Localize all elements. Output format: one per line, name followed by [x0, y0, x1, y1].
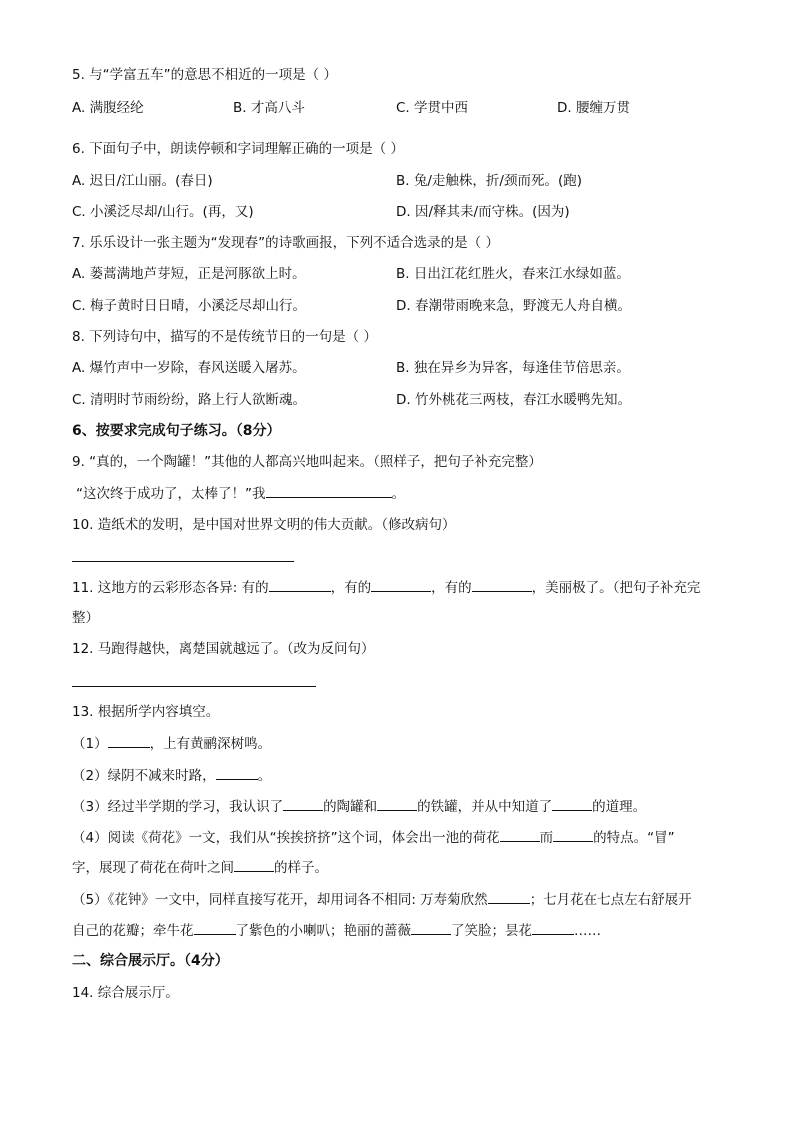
q9-answer-prefix: “这次终于成功了，太棒了！”我	[76, 486, 266, 502]
q13-sub-2-text-a: （2）绿阴不减来时路，	[72, 768, 216, 784]
q13-sub-3-text-a: （3）经过半学期的学习，我认识了	[72, 799, 284, 815]
q13-sub-3-text-b: 的陶罐和	[323, 799, 378, 815]
q13-sub-1-text-b: ，上有黄鹂深树鸣。	[149, 736, 272, 752]
q8-option-a: A. 爆竹声中一岁除，春风送暖入屠苏。	[72, 360, 306, 376]
q7-option-b: B. 日出江花红胜火，春来江水绿如蓝。	[396, 266, 630, 282]
section-6-heading: 6、按要求完成句子练习。（8分）	[72, 423, 281, 439]
q13-sub-3-blank-2[interactable]	[377, 796, 417, 811]
q11-text-3: ，有的	[431, 580, 472, 596]
q13-sub-5-text-a: （5）《花钟》一文中，同样直接写花开，却用词各不相同: 万寿菊欣然	[72, 892, 488, 908]
q13-sub-5-text-e: 了笑脸；昙花	[451, 923, 532, 939]
q13-sub-4-text-e: 的样子。	[274, 860, 328, 876]
q7-option-c: C. 梅子黄时日日晴，小溪泛尽却山行。	[72, 298, 307, 314]
q13-sub-2	[72, 765, 271, 786]
q13-sub-5-blank-4[interactable]	[532, 920, 574, 935]
q13-sub-4-line-2	[72, 857, 328, 878]
q13-sub-3	[72, 796, 646, 817]
q13-sub-4-text-b: 而	[539, 830, 554, 846]
q6-option-d: D. 因/释其耒/而守株。(因为)	[396, 204, 570, 220]
q9-answer-blank[interactable]	[266, 483, 392, 498]
q13-sub-5-blank-3[interactable]	[411, 920, 451, 935]
q11-blank-1[interactable]	[269, 577, 331, 592]
q11-blank-3[interactable]	[472, 577, 532, 592]
q11-line-2: 整）	[72, 610, 99, 626]
q11-text-4: ，美丽极了。（把句子补充完	[531, 580, 701, 596]
q8-option-d: D. 竹外桃花三两枝，春江水暖鸭先知。	[396, 392, 631, 408]
section-2-heading: 二、综合展示厅。（4分）	[72, 953, 229, 969]
q11-line-1	[72, 577, 700, 598]
q13-sub-5-text-f: ……	[574, 923, 601, 939]
q13-sub-5-blank-1[interactable]	[488, 889, 530, 904]
q5-option-a: A. 满腹经纶	[72, 100, 144, 116]
q6-stem: 6. 下面句子中，朗读停顿和字词理解正确的一项是（ ）	[72, 141, 404, 157]
q13-sub-4-text-a: （4）阅读《荷花》一文，我们从“挨挨挤挤”这个词，体会出一池的荷花	[72, 830, 500, 846]
q13-sub-2-blank[interactable]	[216, 765, 258, 780]
q12-answer-line[interactable]	[72, 686, 316, 687]
q5-option-b: B. 才高八斗	[233, 100, 305, 116]
q8-option-c: C. 清明时节雨纷纷，路上行人欲断魂。	[72, 392, 307, 408]
q13-sub-3-text-d: 的道理。	[592, 799, 647, 815]
q13-sub-4-blank-3[interactable]	[234, 857, 274, 872]
q11-blank-2[interactable]	[371, 577, 431, 592]
q13-sub-3-text-c: 的铁罐，并从中知道了	[417, 799, 553, 815]
q13-sub-4-line-1	[72, 827, 675, 848]
q5-stem: 5. 与“学富五车”的意思不相近的一项是（ ）	[72, 67, 337, 83]
q10-answer-line[interactable]	[72, 561, 294, 562]
q13-sub-3-blank-1[interactable]	[283, 796, 323, 811]
q13-sub-5-text-c: 自己的花瓣；牵牛花	[72, 923, 194, 939]
q5-option-d: D. 腰缠万贯	[557, 100, 630, 116]
q13-sub-5-blank-2[interactable]	[194, 920, 236, 935]
q13-sub-4-blank-1[interactable]	[500, 827, 540, 842]
q13-sub-2-text-b: 。	[257, 768, 272, 784]
q13-sub-1-text-a: （1）	[72, 736, 108, 752]
q6-option-b: B. 兔/走触株，折/颈而死。(跑)	[396, 173, 582, 189]
q13-sub-4-text-d: 字，展现了荷花在荷叶之间	[72, 860, 234, 876]
q8-stem: 8. 下列诗句中，描写的不是传统节日的一句是（ ）	[72, 329, 377, 345]
q6-option-c: C. 小溪泛尽却/山行。(再，又)	[72, 204, 254, 220]
q9-answer-line	[76, 483, 405, 504]
q12-stem: 12. 马跑得越快，离楚国就越远了。（改为反问句）	[72, 641, 375, 657]
q5-option-c: C. 学贯中西	[396, 100, 469, 116]
q11-text-1: 11. 这地方的云彩形态各异: 有的	[72, 580, 269, 596]
q13-sub-4-text-c: 的特点。“冒”	[593, 830, 675, 846]
q9-answer-suffix: 。	[391, 486, 405, 502]
q9-stem: 9. “真的，一个陶罐！”其他的人都高兴地叫起来。（照样子，把句子补充完整）	[72, 454, 542, 470]
q7-stem: 7. 乐乐设计一张主题为“发现春”的诗歌画报，下列不适合选录的是（ ）	[72, 235, 499, 251]
q10-stem: 10. 造纸术的发明，是中国对世界文明的伟大贡献。（修改病句）	[72, 517, 456, 533]
q13-sub-5-text-d: 了紫色的小喇叭；艳丽的蔷薇	[235, 923, 411, 939]
q14-stem: 14. 综合展示厅。	[72, 985, 179, 1001]
q13-sub-5-line-2	[72, 920, 601, 941]
q13-sub-5-line-1	[72, 889, 692, 910]
q13-sub-3-blank-3[interactable]	[552, 796, 592, 811]
q13-sub-4-blank-2[interactable]	[553, 827, 593, 842]
q13-sub-1-blank[interactable]	[108, 733, 150, 748]
q13-sub-1	[72, 733, 271, 754]
q13-stem: 13. 根据所学内容填空。	[72, 704, 220, 720]
q7-option-a: A. 蒌蒿满地芦芽短，正是河豚欲上时。	[72, 266, 306, 282]
q6-option-a: A. 迟日/江山丽。(春日)	[72, 173, 213, 189]
q7-option-d: D. 春潮带雨晚来急，野渡无人舟自横。	[396, 298, 631, 314]
q13-sub-5-text-b: ；七月花在七点左右舒展开	[529, 892, 692, 908]
q8-option-b: B. 独在异乡为异客，每逢佳节倍思亲。	[396, 360, 630, 376]
q11-text-2: ，有的	[330, 580, 372, 596]
